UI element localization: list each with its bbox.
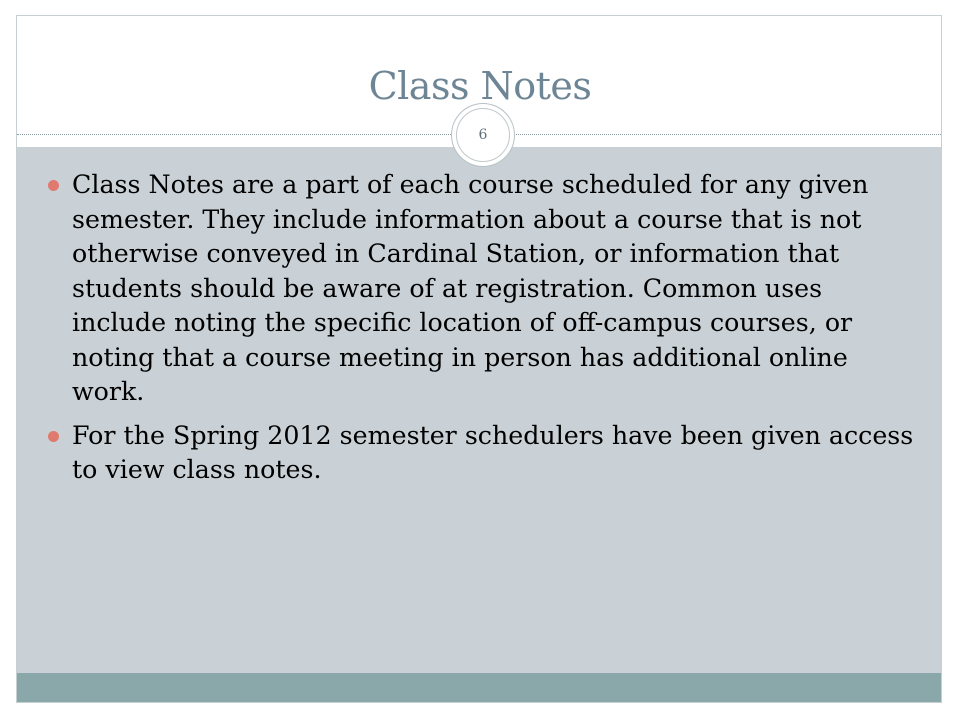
bullet-text: Class Notes are a part of each course scheduled for any given semester. They include information about a course that is not otherwise conveyed in Cardinal Station, or information that students should be aware of at registration. Common uses include noting the specific location of off-campus courses, or noting that a course meeting in person has additional online work. xyxy=(72,170,869,406)
bullet-list xyxy=(46,168,916,497)
slide-number: 6 xyxy=(478,127,488,143)
bullet-icon xyxy=(48,180,59,191)
bullet-item xyxy=(46,168,916,410)
footer-band xyxy=(17,673,942,703)
slide-number-badge xyxy=(456,108,510,162)
bullet-item xyxy=(46,419,916,488)
bullet-text: For the Spring 2012 semester schedulers have been given access to view class notes. xyxy=(72,420,914,484)
slide-title: Class Notes xyxy=(368,64,592,108)
bullet-icon xyxy=(48,431,59,442)
